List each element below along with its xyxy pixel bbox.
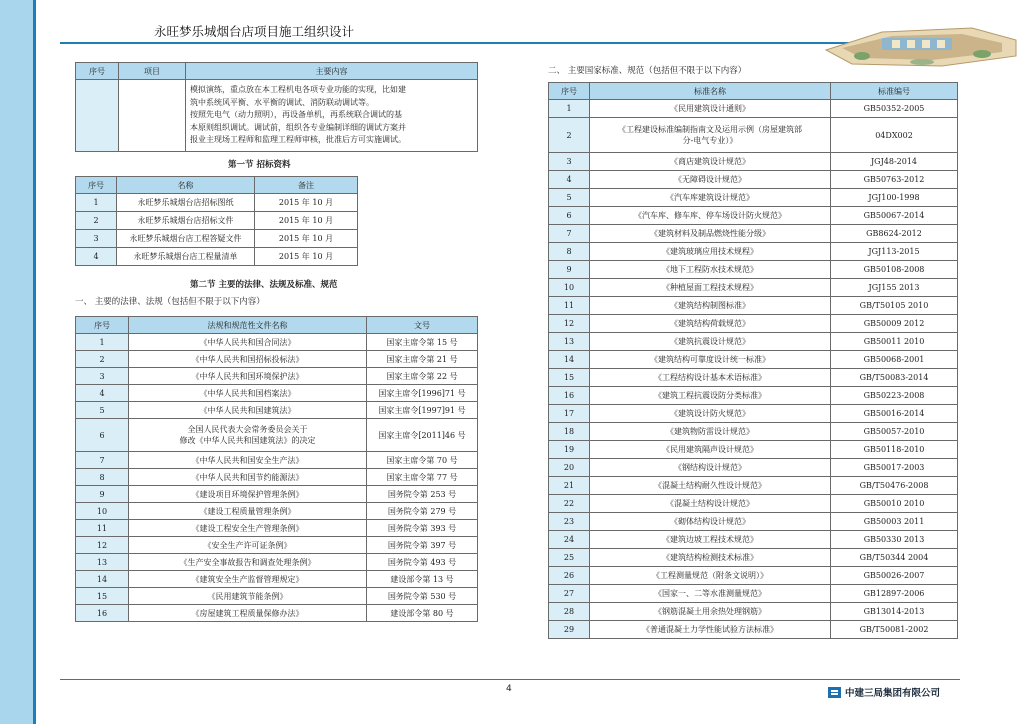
table-row <box>549 261 958 279</box>
name-cell: 《种植屋面工程技术规程》 <box>590 279 831 297</box>
name-cell: 《无障碍设计规范》 <box>590 171 831 189</box>
col-header: 名称 <box>117 177 255 194</box>
name-cell: 永旺梦乐城烟台店工程答疑文件 <box>117 230 255 248</box>
table-row <box>549 567 958 585</box>
row-number-cell: 3 <box>549 153 590 171</box>
name-cell: 《建筑结构荷载规范》 <box>590 315 831 333</box>
name-cell: 《中华人民共和国安全生产法》 <box>129 452 367 469</box>
code-cell: 国家主席令第 70 号 <box>367 452 478 469</box>
table-row <box>549 297 958 315</box>
name-cell: 《中华人民共和国合同法》 <box>129 334 367 351</box>
code-cell: 国务院令第 253 号 <box>367 486 478 503</box>
row-number-cell: 3 <box>76 368 129 385</box>
col-header: 项目 <box>119 63 186 80</box>
row-number-cell: 10 <box>76 503 129 520</box>
code-cell: GB50108-2008 <box>831 261 958 279</box>
name-cell: 《建筑工程抗震设防分类标准》 <box>590 387 831 405</box>
row-number-cell: 4 <box>76 385 129 402</box>
code-cell: GB50763-2012 <box>831 171 958 189</box>
name-cell: 《建设工程质量管理条例》 <box>129 503 367 520</box>
table-row <box>549 153 958 171</box>
row-number-cell: 1 <box>76 334 129 351</box>
table-row <box>76 452 478 469</box>
table-row <box>549 351 958 369</box>
row-number-cell: 29 <box>549 621 590 639</box>
name-cell: 《中华人民共和国节约能源法》 <box>129 469 367 486</box>
name-cell: 《混凝土结构耐久性设计规范》 <box>590 477 831 495</box>
code-cell: 建设部令第 13 号 <box>367 571 478 588</box>
name-cell: 《砌体结构设计规范》 <box>590 513 831 531</box>
table-row <box>76 385 478 402</box>
code-cell: 国务院令第 393 号 <box>367 520 478 537</box>
name-cell: 《汽车库、修车库、停车场设计防火规范》 <box>590 207 831 225</box>
table-row <box>549 189 958 207</box>
row-number-cell: 13 <box>549 333 590 351</box>
row-number-cell: 14 <box>549 351 590 369</box>
content-line: 模拟演练，重点放在本工程机电各项专业功能的实现，比如建 <box>190 85 406 94</box>
table-row <box>76 419 478 452</box>
page-header-title: 永旺梦乐城烟台店项目施工组织设计 <box>154 24 355 39</box>
table-row <box>76 351 478 368</box>
row-number-cell: 6 <box>549 207 590 225</box>
code-cell: GB50016-2014 <box>831 405 958 423</box>
code-cell: 2015 年 10 月 <box>255 230 358 248</box>
name-cell: 《民用建筑设计通则》 <box>590 100 831 118</box>
row-number-cell: 9 <box>549 261 590 279</box>
top-continuation-table <box>75 62 478 152</box>
row-number-cell: 8 <box>76 469 129 486</box>
code-cell: GB12897-2006 <box>831 585 958 603</box>
row-number-cell: 12 <box>76 537 129 554</box>
table-row <box>549 225 958 243</box>
code-cell: 国家主席令第 22 号 <box>367 368 478 385</box>
col-header: 序号 <box>76 177 117 194</box>
table-row <box>76 212 358 230</box>
code-cell: 04DX002 <box>831 118 958 153</box>
footer-divider <box>60 679 960 680</box>
table-row <box>549 423 958 441</box>
col-header: 序号 <box>549 83 590 100</box>
table-cell <box>76 80 119 152</box>
table-header-row <box>76 177 358 194</box>
name-cell: 《建筑结构可靠度设计统一标准》 <box>590 351 831 369</box>
name-cell: 《混凝土结构设计规范》 <box>590 495 831 513</box>
table-row <box>76 605 478 622</box>
code-cell: 国家主席令第 77 号 <box>367 469 478 486</box>
row-number-cell: 1 <box>549 100 590 118</box>
code-cell: GB50026-2007 <box>831 567 958 585</box>
name-cell: 《汽车库建筑设计规范》 <box>590 189 831 207</box>
row-number-cell: 22 <box>549 495 590 513</box>
col-header: 主要内容 <box>186 63 478 80</box>
col-header: 文号 <box>367 317 478 334</box>
code-cell: GB50068-2001 <box>831 351 958 369</box>
row-number-cell: 17 <box>549 405 590 423</box>
cscec-logo-icon <box>828 687 841 698</box>
name-cell: 《建筑结构检测技术标准》 <box>590 549 831 567</box>
table-row <box>76 230 358 248</box>
code-cell: 国家主席令第 21 号 <box>367 351 478 368</box>
name-cell: 《钢结构设计规范》 <box>590 459 831 477</box>
code-cell: 建设部令第 80 号 <box>367 605 478 622</box>
code-cell: 国务院令第 530 号 <box>367 588 478 605</box>
code-cell: 国家主席令[1997]91 号 <box>367 402 478 419</box>
row-number-cell: 16 <box>76 605 129 622</box>
table-row <box>76 588 478 605</box>
col-header: 序号 <box>76 317 129 334</box>
code-cell: 国务院令第 397 号 <box>367 537 478 554</box>
table-row <box>549 369 958 387</box>
code-cell: GB50118-2010 <box>831 441 958 459</box>
table-header-row <box>76 317 478 334</box>
name-cell: 《工程建设标准编制指南文及运用示例（房屋建筑部 分-电气专业）》 <box>590 118 831 153</box>
row-number-cell: 27 <box>549 585 590 603</box>
name-cell: 《工程结构设计基本术语标准》 <box>590 369 831 387</box>
content-line: 本原则组织调试。调试前，组织各专业编制详细的调试方案并 <box>190 122 406 132</box>
row-number-cell: 23 <box>549 513 590 531</box>
table-row <box>76 486 478 503</box>
code-cell: GB50011 2010 <box>831 333 958 351</box>
table-row <box>76 402 478 419</box>
name-cell: 《中华人民共和国环境保护法》 <box>129 368 367 385</box>
row-number-cell: 15 <box>549 369 590 387</box>
table-row <box>76 520 478 537</box>
name-cell: 《商店建筑设计规范》 <box>590 153 831 171</box>
row-number-cell: 2 <box>549 118 590 153</box>
row-number-cell: 7 <box>549 225 590 243</box>
table-row <box>549 441 958 459</box>
table-row <box>549 315 958 333</box>
name-cell: 《建设工程安全生产管理条例》 <box>129 520 367 537</box>
table-header-row <box>549 83 958 100</box>
row-number-cell: 1 <box>76 194 117 212</box>
row-number-cell: 8 <box>549 243 590 261</box>
table-row <box>549 495 958 513</box>
name-cell: 《建筑边坡工程技术规范》 <box>590 531 831 549</box>
col-header: 备注 <box>255 177 358 194</box>
code-cell: GB50017-2003 <box>831 459 958 477</box>
table-row <box>549 531 958 549</box>
name-cell: 《钢筋混凝土用余热处理钢筋》 <box>590 603 831 621</box>
col-header: 标准编号 <box>831 83 958 100</box>
name-cell: 《建筑物防雷设计规范》 <box>590 423 831 441</box>
standards-table <box>548 82 958 639</box>
code-cell: 国务院令第 279 号 <box>367 503 478 520</box>
table-row <box>76 368 478 385</box>
code-cell: JGJ155 2013 <box>831 279 958 297</box>
tender-docs-table <box>75 176 358 266</box>
code-cell: GB8624-2012 <box>831 225 958 243</box>
name-cell: 全国人民代表大会常务委员会关于 修改《中华人民共和国建筑法》的决定 <box>129 419 367 452</box>
row-number-cell: 5 <box>76 402 129 419</box>
code-cell: GB50330 2013 <box>831 531 958 549</box>
table-row <box>76 248 358 266</box>
row-number-cell: 11 <box>549 297 590 315</box>
row-number-cell: 2 <box>76 212 117 230</box>
section-2-title: 第二节 主要的法律、法规及标准、规范 <box>190 280 338 290</box>
table-row <box>549 405 958 423</box>
table-row <box>549 118 958 153</box>
content-line: 报业主现场工程师和监理工程师审核，批准后方可实施调试。 <box>190 135 406 144</box>
code-cell: GB50223-2008 <box>831 387 958 405</box>
row-number-cell: 4 <box>76 248 117 266</box>
name-cell: 《生产安全事故报告和调查处理条例》 <box>129 554 367 571</box>
name-cell: 《建筑安全生产监督管理规定》 <box>129 571 367 588</box>
table-row <box>549 207 958 225</box>
row-number-cell: 16 <box>549 387 590 405</box>
table-row <box>549 333 958 351</box>
name-cell: 《工程测量规范（附条文说明）》 <box>590 567 831 585</box>
code-cell: 国家主席令[2011]46 号 <box>367 419 478 452</box>
company-footer <box>828 685 940 699</box>
table-cell <box>119 80 186 152</box>
table-row <box>76 503 478 520</box>
table-row <box>76 469 478 486</box>
name-cell: 《国家一、二等水准测量规范》 <box>590 585 831 603</box>
code-cell: GB50067-2014 <box>831 207 958 225</box>
code-cell: JGJ113-2015 <box>831 243 958 261</box>
row-number-cell: 18 <box>549 423 590 441</box>
code-cell: GB/T50344 2004 <box>831 549 958 567</box>
code-cell: JGJ48-2014 <box>831 153 958 171</box>
name-cell: 《中华人民共和国招标投标法》 <box>129 351 367 368</box>
table-row <box>549 621 958 639</box>
row-number-cell: 2 <box>76 351 129 368</box>
code-cell: JGJ100-1998 <box>831 189 958 207</box>
col-header: 法规和规范性文件名称 <box>129 317 367 334</box>
table-row <box>549 243 958 261</box>
row-number-cell: 14 <box>76 571 129 588</box>
row-number-cell: 21 <box>549 477 590 495</box>
table-row <box>76 571 478 588</box>
name-cell: 《普通混凝土力学性能试验方法标准》 <box>590 621 831 639</box>
name-cell: 《建设项目环境保护管理条例》 <box>129 486 367 503</box>
row-number-cell: 20 <box>549 459 590 477</box>
table-row <box>76 194 358 212</box>
row-number-cell: 10 <box>549 279 590 297</box>
code-cell: GB/T50081-2002 <box>831 621 958 639</box>
name-cell: 《建筑抗震设计规范》 <box>590 333 831 351</box>
code-cell: 2015 年 10 月 <box>255 212 358 230</box>
code-cell: GB/T50105 2010 <box>831 297 958 315</box>
table-row <box>76 334 478 351</box>
name-cell: 《建筑结构制图标准》 <box>590 297 831 315</box>
code-cell: GB50352-2005 <box>831 100 958 118</box>
content-cell <box>186 80 478 152</box>
table-row <box>549 513 958 531</box>
name-cell: 《中华人民共和国档案法》 <box>129 385 367 402</box>
table-row <box>549 585 958 603</box>
table-row <box>549 279 958 297</box>
row-number-cell: 19 <box>549 441 590 459</box>
row-number-cell: 12 <box>549 315 590 333</box>
row-number-cell: 24 <box>549 531 590 549</box>
name-cell: 《民用建筑节能条例》 <box>129 588 367 605</box>
table-row <box>549 603 958 621</box>
row-number-cell: 9 <box>76 486 129 503</box>
row-number-cell: 5 <box>549 189 590 207</box>
row-number-cell: 28 <box>549 603 590 621</box>
name-cell: 《房屋建筑工程质量保修办法》 <box>129 605 367 622</box>
code-cell: 2015 年 10 月 <box>255 248 358 266</box>
table-row <box>76 80 478 152</box>
table-row <box>549 459 958 477</box>
row-number-cell: 7 <box>76 452 129 469</box>
col-header: 序号 <box>76 63 119 80</box>
content-line: 按照先电气（动力照明），再设备单机，再系统联合调试的基 <box>190 110 402 119</box>
name-cell: 《建筑玻璃应用技术规程》 <box>590 243 831 261</box>
code-cell: GB50010 2010 <box>831 495 958 513</box>
code-cell: GB/T50083-2014 <box>831 369 958 387</box>
row-number-cell: 15 <box>76 588 129 605</box>
building-illustration-icon <box>822 10 1020 72</box>
name-cell: 永旺梦乐城烟台店工程量清单 <box>117 248 255 266</box>
row-number-cell: 26 <box>549 567 590 585</box>
table-row <box>549 549 958 567</box>
code-cell: GB50003 2011 <box>831 513 958 531</box>
code-cell: 2015 年 10 月 <box>255 194 358 212</box>
code-cell: GB13014-2013 <box>831 603 958 621</box>
company-name: 中建三局集团有限公司 <box>845 688 941 699</box>
table-row <box>549 477 958 495</box>
code-cell: 国家主席令第 15 号 <box>367 334 478 351</box>
table-row <box>549 171 958 189</box>
code-cell: 国家主席令[1996]71 号 <box>367 385 478 402</box>
code-cell: GB50009 2012 <box>831 315 958 333</box>
name-cell: 《中华人民共和国建筑法》 <box>129 402 367 419</box>
content-line: 筑中系统风平衡、水平衡的调试、消防联动调试等。 <box>190 97 374 107</box>
page-number: 4 <box>506 684 512 694</box>
code-cell: GB50057-2010 <box>831 423 958 441</box>
left-binding-line <box>33 0 36 724</box>
row-number-cell: 3 <box>76 230 117 248</box>
table-row <box>549 387 958 405</box>
col-header: 标准名称 <box>590 83 831 100</box>
left-binding-strip <box>0 0 33 724</box>
code-cell: GB/T50476-2008 <box>831 477 958 495</box>
row-number-cell: 4 <box>549 171 590 189</box>
row-number-cell: 25 <box>549 549 590 567</box>
section-1-title: 第一节 招标资料 <box>228 160 291 170</box>
table-row <box>76 554 478 571</box>
row-number-cell: 11 <box>76 520 129 537</box>
table-row <box>549 100 958 118</box>
name-cell: 《地下工程防水技术规范》 <box>590 261 831 279</box>
subheading-standards: 二、 主要国家标准、规范（包括但不限于以下内容） <box>548 66 747 76</box>
row-number-cell: 6 <box>76 419 129 452</box>
table-row <box>76 537 478 554</box>
subheading-laws: 一、 主要的法律、法规（包括但不限于以下内容） <box>75 297 265 307</box>
name-cell: 永旺梦乐城烟台店招标文件 <box>117 212 255 230</box>
code-cell: 国务院令第 493 号 <box>367 554 478 571</box>
row-number-cell: 13 <box>76 554 129 571</box>
name-cell: 《安全生产许可证条例》 <box>129 537 367 554</box>
name-cell: 《民用建筑隔声设计规范》 <box>590 441 831 459</box>
laws-table <box>75 316 478 622</box>
name-cell: 《建筑材料及制品燃烧性能分级》 <box>590 225 831 243</box>
name-cell: 永旺梦乐城烟台店招标图纸 <box>117 194 255 212</box>
table-header-row <box>76 63 478 80</box>
header-divider <box>60 42 870 44</box>
name-cell: 《建筑设计防火规范》 <box>590 405 831 423</box>
